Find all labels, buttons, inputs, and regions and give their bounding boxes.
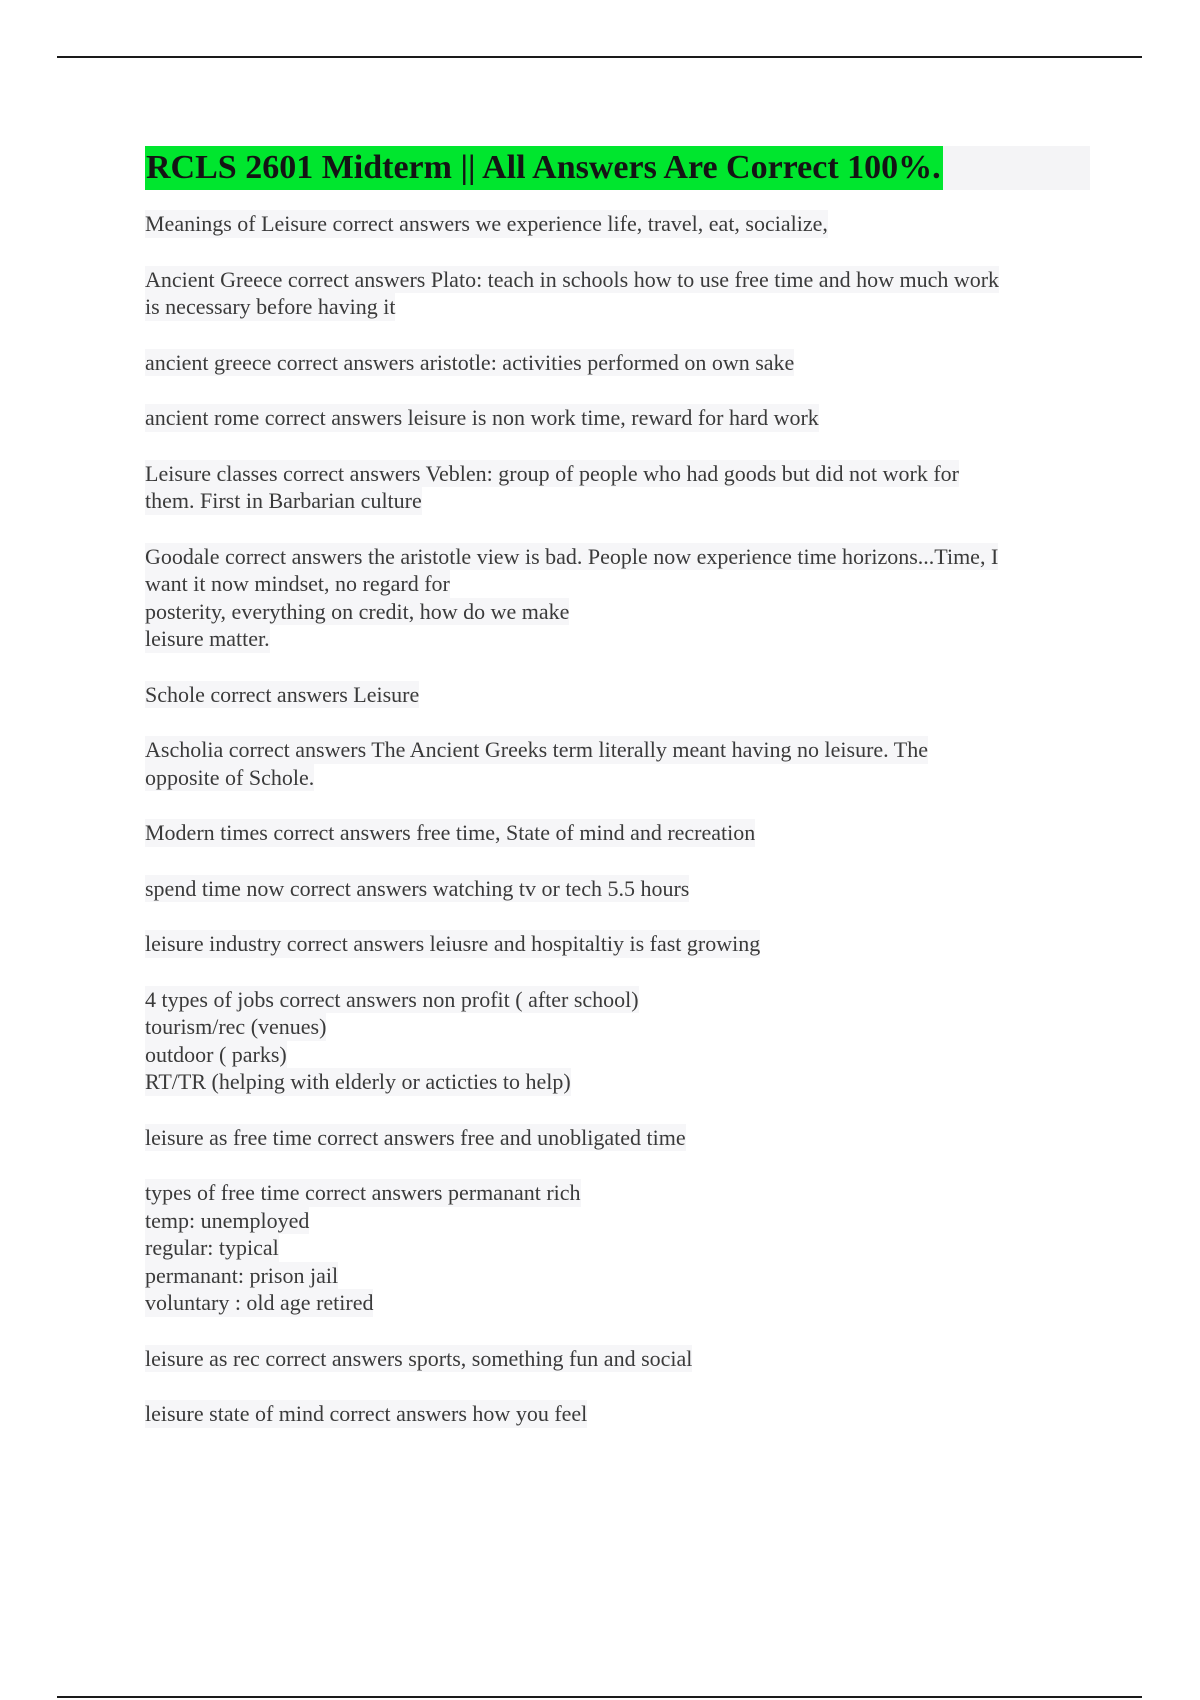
qa-entry xyxy=(145,543,1090,653)
qa-entry-line: regular: typical xyxy=(145,1235,279,1260)
qa-entry xyxy=(145,930,1090,958)
qa-entry xyxy=(145,986,1090,1096)
qa-entry-line: Goodale correct answers the aristotle view is bad. People now experience time horizons...Time, I xyxy=(145,543,999,569)
qa-entry-line: types of free time correct answers permanant rich xyxy=(145,1180,581,1205)
qa-entry-line: Modern times correct answers free time, State of mind and recreation xyxy=(145,820,756,845)
qa-entry-line: Ancient Greece correct answers Plato: teach in schools how to use free time and how much work xyxy=(145,266,1000,292)
qa-entry-line: permanant: prison jail xyxy=(145,1262,339,1288)
qa-entry-line: is necessary before having it xyxy=(145,294,396,319)
qa-entry xyxy=(145,736,1090,791)
qa-entry-line: ancient rome correct answers leisure is non work time, reward for hard work xyxy=(145,405,819,430)
qa-entry xyxy=(145,266,1090,321)
qa-entry-line: leisure matter. xyxy=(145,626,270,651)
qa-entry-line: posterity, everything on credit, how do we make xyxy=(145,598,570,624)
qa-entry-line: want it now mindset, no regard for xyxy=(145,571,450,596)
qa-entry-line: RT/TR (helping with elderly or acticties to help) xyxy=(145,1069,571,1094)
qa-entry-line: opposite of Schole. xyxy=(145,764,315,790)
qa-entry xyxy=(145,1345,1090,1373)
title-banner xyxy=(145,146,1090,190)
entry-list xyxy=(145,210,1090,1428)
qa-entry-line: leisure industry correct answers leiusre and hospitaltiy is fast growing xyxy=(145,931,761,956)
qa-entry-line: spend time now correct answers watching tv or tech 5.5 hours xyxy=(145,875,690,901)
qa-entry-line: leisure as free time correct answers free and unobligated time xyxy=(145,1124,686,1150)
qa-entry-line: them. First in Barbarian culture xyxy=(145,488,422,513)
qa-entry xyxy=(145,210,1090,238)
qa-entry-line: Leisure classes correct answers Veblen: group of people who had goods but did not work for xyxy=(145,460,959,486)
qa-entry-line: leisure state of mind correct answers how you feel xyxy=(145,1401,588,1426)
qa-entry-line: Ascholia correct answers The Ancient Greeks term literally meant having no leisure. The xyxy=(145,737,928,762)
qa-entry-line: outdoor ( parks) xyxy=(145,1041,287,1067)
qa-entry xyxy=(145,819,1090,847)
qa-entry xyxy=(145,1400,1090,1428)
document-body xyxy=(145,146,1090,1456)
qa-entry-line: leisure as rec correct answers sports, something fun and social xyxy=(145,1345,693,1371)
qa-entry-line: tourism/rec (venues) xyxy=(145,1014,327,1039)
qa-entry xyxy=(145,681,1090,709)
qa-entry xyxy=(145,349,1090,377)
qa-entry xyxy=(145,404,1090,432)
qa-entry xyxy=(145,1124,1090,1152)
document-title: RCLS 2601 Midterm || All Answers Are Correct 100%. xyxy=(145,146,943,190)
qa-entry-line: voluntary : old age retired xyxy=(145,1290,374,1315)
qa-entry-line: Meanings of Leisure correct answers we experience life, travel, eat, socialize, xyxy=(145,211,828,236)
qa-entry xyxy=(145,460,1090,515)
qa-entry xyxy=(145,875,1090,903)
qa-entry xyxy=(145,1179,1090,1317)
qa-entry-line: ancient greece correct answers aristotle: activities performed on own sake xyxy=(145,349,795,375)
qa-entry-line: 4 types of jobs correct answers non profit ( after school) xyxy=(145,986,639,1012)
qa-entry-line: Schole correct answers Leisure xyxy=(145,681,420,707)
top-rule xyxy=(57,56,1142,58)
bottom-rule xyxy=(57,1696,1142,1698)
qa-entry-line: temp: unemployed xyxy=(145,1207,310,1233)
